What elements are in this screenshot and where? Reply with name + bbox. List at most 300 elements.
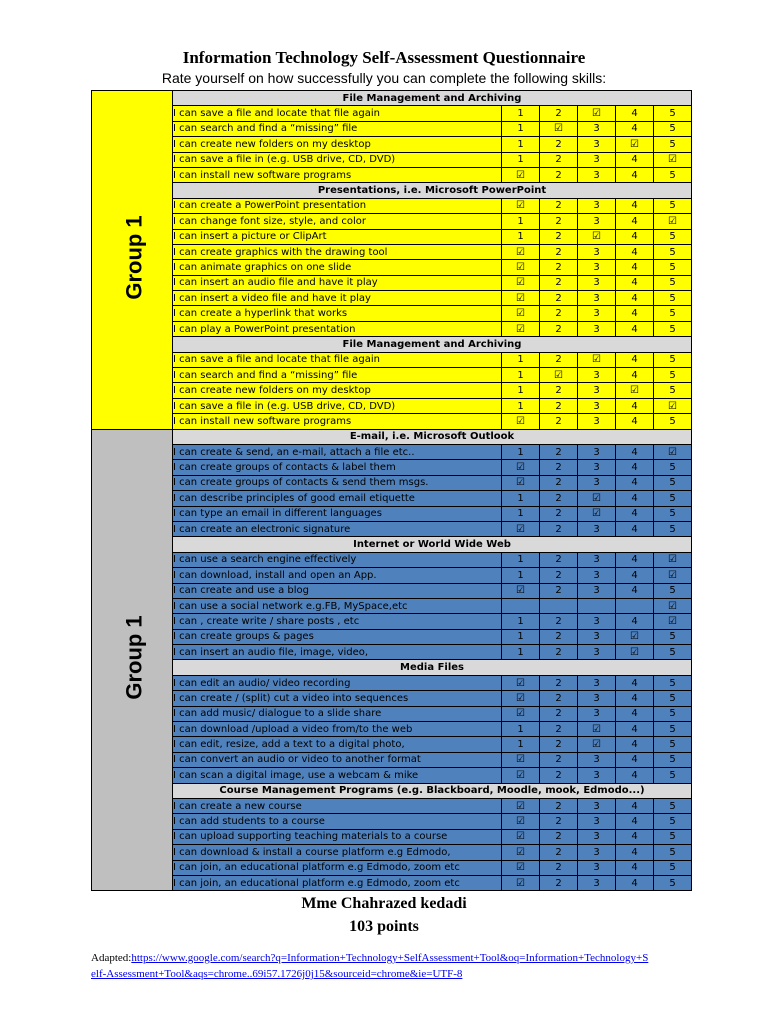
section-header: Media Files bbox=[173, 660, 692, 675]
rating-cell[interactable]: 2 bbox=[540, 506, 578, 521]
rating-cell[interactable]: 1 bbox=[502, 737, 540, 752]
rating-cell[interactable]: 2 bbox=[540, 244, 578, 259]
skill-text: I can search and find a “missing” file bbox=[173, 368, 502, 383]
skill-text: I can insert an audio file, image, video, bbox=[173, 645, 502, 660]
rating-checked-icon[interactable]: ☑ bbox=[502, 691, 540, 706]
rating-cell[interactable]: 1 bbox=[502, 214, 540, 229]
skill-row bbox=[92, 152, 692, 167]
rating-cell[interactable]: 3 bbox=[578, 398, 616, 413]
rating-cell[interactable]: 1 bbox=[502, 506, 540, 521]
skill-row bbox=[92, 414, 692, 429]
rating-checked-icon[interactable]: ☑ bbox=[502, 829, 540, 844]
rating-cell[interactable]: 2 bbox=[540, 752, 578, 767]
rating-cell[interactable]: 4 bbox=[616, 414, 654, 429]
rating-cell[interactable] bbox=[540, 598, 578, 613]
rating-cell[interactable]: 2 bbox=[540, 398, 578, 413]
rating-cell[interactable]: 5 bbox=[654, 706, 692, 721]
rating-cell[interactable]: 3 bbox=[578, 152, 616, 167]
rating-cell[interactable]: 5 bbox=[654, 875, 692, 890]
rating-cell[interactable]: 2 bbox=[540, 691, 578, 706]
skill-text: I can upload supporting teaching materials to a course bbox=[173, 829, 502, 844]
rating-checked-icon[interactable]: ☑ bbox=[502, 845, 540, 860]
rating-checked-icon[interactable]: ☑ bbox=[578, 106, 616, 121]
rating-cell[interactable]: 2 bbox=[540, 214, 578, 229]
rating-cell[interactable]: 2 bbox=[540, 629, 578, 644]
skill-row bbox=[92, 752, 692, 767]
rating-cell[interactable]: 2 bbox=[540, 352, 578, 367]
rating-cell[interactable]: 5 bbox=[654, 675, 692, 690]
rating-cell[interactable]: 4 bbox=[616, 583, 654, 598]
rating-cell[interactable]: 3 bbox=[578, 444, 616, 459]
rating-cell[interactable]: 5 bbox=[654, 167, 692, 182]
skill-row bbox=[92, 860, 692, 875]
skill-row bbox=[92, 875, 692, 890]
skill-row bbox=[92, 768, 692, 783]
rating-cell[interactable]: 4 bbox=[616, 614, 654, 629]
rating-cell[interactable]: 5 bbox=[654, 506, 692, 521]
rating-cell[interactable]: 2 bbox=[540, 229, 578, 244]
rating-cell[interactable]: 2 bbox=[540, 321, 578, 336]
adapted-source bbox=[91, 950, 651, 982]
rating-checked-icon[interactable]: ☑ bbox=[616, 137, 654, 152]
rating-cell[interactable]: 5 bbox=[654, 244, 692, 259]
rating-checked-icon[interactable]: ☑ bbox=[502, 321, 540, 336]
rating-cell[interactable]: 5 bbox=[654, 645, 692, 660]
skill-text: I can edit an audio/ video recording bbox=[173, 675, 502, 690]
rating-cell[interactable]: 1 bbox=[502, 491, 540, 506]
rating-checked-icon[interactable]: ☑ bbox=[540, 368, 578, 383]
rating-checked-icon[interactable]: ☑ bbox=[578, 229, 616, 244]
rating-cell[interactable]: 1 bbox=[502, 352, 540, 367]
skill-row bbox=[92, 737, 692, 752]
rating-cell[interactable]: 3 bbox=[578, 260, 616, 275]
skill-text: I can use a social network e.g.FB, MySpace,etc bbox=[173, 598, 502, 613]
skill-row bbox=[92, 598, 692, 613]
rating-cell[interactable]: 3 bbox=[578, 460, 616, 475]
rating-cell[interactable]: 3 bbox=[578, 845, 616, 860]
rating-cell[interactable]: 2 bbox=[540, 152, 578, 167]
rating-cell[interactable]: 5 bbox=[654, 460, 692, 475]
rating-checked-icon[interactable]: ☑ bbox=[502, 521, 540, 536]
rating-cell[interactable]: 5 bbox=[654, 860, 692, 875]
rating-cell[interactable]: 5 bbox=[654, 291, 692, 306]
skill-row bbox=[92, 491, 692, 506]
rating-cell[interactable]: 4 bbox=[616, 444, 654, 459]
rating-checked-icon[interactable]: ☑ bbox=[616, 629, 654, 644]
rating-cell[interactable]: 4 bbox=[616, 722, 654, 737]
skill-text: I can search and find a “missing” file bbox=[173, 121, 502, 136]
skill-text: I can edit, resize, add a text to a digital photo, bbox=[173, 737, 502, 752]
skill-row bbox=[92, 444, 692, 459]
rating-cell[interactable]: 4 bbox=[616, 675, 654, 690]
rating-cell[interactable]: 3 bbox=[578, 860, 616, 875]
skill-text: I can create / (split) cut a video into sequences bbox=[173, 691, 502, 706]
rating-checked-icon[interactable]: ☑ bbox=[578, 491, 616, 506]
rating-cell[interactable]: 4 bbox=[616, 152, 654, 167]
rating-cell[interactable]: 5 bbox=[654, 752, 692, 767]
skill-text: I can add music/ dialogue to a slide share bbox=[173, 706, 502, 721]
rating-checked-icon[interactable]: ☑ bbox=[502, 260, 540, 275]
skill-text: I can use a search engine effectively bbox=[173, 552, 502, 567]
rating-cell[interactable]: 4 bbox=[616, 460, 654, 475]
rating-cell[interactable]: 5 bbox=[654, 352, 692, 367]
rating-checked-icon[interactable]: ☑ bbox=[578, 737, 616, 752]
rating-cell[interactable]: 2 bbox=[540, 845, 578, 860]
rating-cell[interactable]: 1 bbox=[502, 229, 540, 244]
rating-cell[interactable]: 3 bbox=[578, 291, 616, 306]
rating-cell[interactable]: 2 bbox=[540, 291, 578, 306]
rating-cell[interactable]: 4 bbox=[616, 260, 654, 275]
skill-row bbox=[92, 398, 692, 413]
skill-row bbox=[92, 829, 692, 844]
rating-cell[interactable]: 4 bbox=[616, 398, 654, 413]
rating-cell[interactable]: 5 bbox=[654, 260, 692, 275]
rating-cell[interactable]: 1 bbox=[502, 383, 540, 398]
skill-text: I can create groups & pages bbox=[173, 629, 502, 644]
rating-cell[interactable]: 2 bbox=[540, 706, 578, 721]
rating-checked-icon[interactable]: ☑ bbox=[502, 475, 540, 490]
rating-checked-icon[interactable]: ☑ bbox=[502, 291, 540, 306]
rating-cell[interactable]: 4 bbox=[616, 552, 654, 567]
group-label-cell bbox=[92, 91, 173, 430]
rating-cell[interactable]: 3 bbox=[578, 368, 616, 383]
rating-cell[interactable]: 4 bbox=[616, 568, 654, 583]
rating-checked-icon[interactable]: ☑ bbox=[616, 383, 654, 398]
rating-checked-icon[interactable]: ☑ bbox=[502, 814, 540, 829]
rating-checked-icon[interactable]: ☑ bbox=[502, 675, 540, 690]
skill-text: I can create a new course bbox=[173, 798, 502, 813]
rating-cell[interactable]: 2 bbox=[540, 614, 578, 629]
rating-cell[interactable]: 4 bbox=[616, 229, 654, 244]
rating-checked-icon[interactable]: ☑ bbox=[540, 121, 578, 136]
rating-cell[interactable]: 5 bbox=[654, 137, 692, 152]
rating-cell[interactable]: 2 bbox=[540, 860, 578, 875]
skill-text: I can add students to a course bbox=[173, 814, 502, 829]
rating-cell[interactable]: 3 bbox=[578, 798, 616, 813]
rating-cell[interactable]: 3 bbox=[578, 829, 616, 844]
rating-cell[interactable]: 5 bbox=[654, 768, 692, 783]
rating-cell[interactable]: 2 bbox=[540, 167, 578, 182]
rating-cell[interactable]: 2 bbox=[540, 583, 578, 598]
rating-cell[interactable]: 2 bbox=[540, 722, 578, 737]
rating-cell[interactable]: 1 bbox=[502, 614, 540, 629]
rating-cell[interactable]: 4 bbox=[616, 368, 654, 383]
rating-checked-icon[interactable]: ☑ bbox=[502, 798, 540, 813]
section-header: Course Management Programs (e.g. Blackboard, Moodle, mook, Edmodo...) bbox=[173, 783, 692, 798]
rating-cell[interactable]: 4 bbox=[616, 214, 654, 229]
rating-cell[interactable]: 5 bbox=[654, 814, 692, 829]
rating-cell[interactable]: 3 bbox=[578, 214, 616, 229]
rating-cell[interactable]: 2 bbox=[540, 814, 578, 829]
rating-cell[interactable]: 1 bbox=[502, 444, 540, 459]
rating-cell[interactable]: 2 bbox=[540, 675, 578, 690]
rating-cell[interactable]: 3 bbox=[578, 167, 616, 182]
rating-cell[interactable]: 3 bbox=[578, 583, 616, 598]
rating-cell[interactable]: 1 bbox=[502, 368, 540, 383]
skill-text: I can describe principles of good email etiquette bbox=[173, 491, 502, 506]
rating-cell[interactable]: 2 bbox=[540, 414, 578, 429]
rating-cell[interactable]: 3 bbox=[578, 752, 616, 767]
rating-cell[interactable]: 5 bbox=[654, 229, 692, 244]
rating-cell[interactable]: 4 bbox=[616, 521, 654, 536]
rating-cell[interactable]: 2 bbox=[540, 106, 578, 121]
rating-cell[interactable]: 2 bbox=[540, 875, 578, 890]
rating-cell[interactable]: 1 bbox=[502, 106, 540, 121]
rating-checked-icon[interactable]: ☑ bbox=[654, 214, 692, 229]
rating-cell[interactable]: 5 bbox=[654, 722, 692, 737]
rating-checked-icon[interactable]: ☑ bbox=[502, 198, 540, 213]
rating-cell[interactable]: 5 bbox=[654, 829, 692, 844]
skill-row bbox=[92, 198, 692, 213]
rating-cell[interactable]: 3 bbox=[578, 568, 616, 583]
rating-cell[interactable]: 2 bbox=[540, 768, 578, 783]
skill-text: I can save a file in (e.g. USB drive, CD, DVD) bbox=[173, 398, 502, 413]
skill-text: I can install new software programs bbox=[173, 167, 502, 182]
rating-cell[interactable]: 5 bbox=[654, 629, 692, 644]
rating-cell[interactable]: 2 bbox=[540, 137, 578, 152]
skill-row bbox=[92, 506, 692, 521]
rating-cell[interactable]: 2 bbox=[540, 798, 578, 813]
section-header-row bbox=[92, 660, 692, 675]
rating-cell[interactable]: 1 bbox=[502, 629, 540, 644]
rating-cell[interactable]: 3 bbox=[578, 198, 616, 213]
rating-checked-icon[interactable]: ☑ bbox=[654, 552, 692, 567]
skill-text: I can create groups of contacts & send them msgs. bbox=[173, 475, 502, 490]
skill-text: I can insert a video file and have it play bbox=[173, 291, 502, 306]
rating-cell[interactable]: 4 bbox=[616, 475, 654, 490]
rating-cell[interactable]: 5 bbox=[654, 383, 692, 398]
rating-cell[interactable]: 3 bbox=[578, 475, 616, 490]
skill-text: I can save a file and locate that file again bbox=[173, 106, 502, 121]
rating-cell[interactable]: 5 bbox=[654, 691, 692, 706]
rating-cell[interactable]: 5 bbox=[654, 491, 692, 506]
rating-cell[interactable]: 4 bbox=[616, 752, 654, 767]
rating-cell[interactable]: 3 bbox=[578, 691, 616, 706]
rating-cell[interactable]: 5 bbox=[654, 737, 692, 752]
document-subtitle: Rate yourself on how successfully you can complete the following skills: bbox=[161, 70, 607, 86]
rating-cell[interactable]: 3 bbox=[578, 768, 616, 783]
section-header-row bbox=[92, 91, 692, 106]
skill-row bbox=[92, 645, 692, 660]
section-header-row bbox=[92, 183, 692, 198]
rating-cell[interactable]: 2 bbox=[540, 275, 578, 290]
rating-checked-icon[interactable]: ☑ bbox=[654, 398, 692, 413]
skill-text: I can install new software programs bbox=[173, 414, 502, 429]
rating-cell[interactable]: 4 bbox=[616, 798, 654, 813]
skill-row bbox=[92, 845, 692, 860]
rating-cell[interactable]: 5 bbox=[654, 275, 692, 290]
skill-row bbox=[92, 521, 692, 536]
rating-cell[interactable]: 1 bbox=[502, 398, 540, 413]
rating-cell[interactable]: 4 bbox=[616, 737, 654, 752]
rating-checked-icon[interactable]: ☑ bbox=[654, 444, 692, 459]
rating-checked-icon[interactable]: ☑ bbox=[502, 460, 540, 475]
rating-checked-icon[interactable]: ☑ bbox=[502, 167, 540, 182]
rating-cell[interactable]: 5 bbox=[654, 121, 692, 136]
rating-cell[interactable]: 4 bbox=[616, 691, 654, 706]
rating-checked-icon[interactable]: ☑ bbox=[578, 722, 616, 737]
rating-cell[interactable]: 4 bbox=[616, 321, 654, 336]
rating-cell[interactable]: 5 bbox=[654, 845, 692, 860]
skill-text: I can download & install a course platform e.g Edmodo, bbox=[173, 845, 502, 860]
rating-cell[interactable]: 4 bbox=[616, 860, 654, 875]
rating-cell[interactable]: 4 bbox=[616, 275, 654, 290]
rating-cell[interactable]: 3 bbox=[578, 645, 616, 660]
rating-cell[interactable]: 3 bbox=[578, 706, 616, 721]
rating-cell[interactable]: 4 bbox=[616, 121, 654, 136]
rating-cell[interactable]: 2 bbox=[540, 198, 578, 213]
rating-cell[interactable]: 3 bbox=[578, 814, 616, 829]
skill-text: I can join, an educational platform e.g Edmodo, zoom etc bbox=[173, 875, 502, 890]
rating-cell[interactable]: 4 bbox=[616, 814, 654, 829]
rating-checked-icon[interactable]: ☑ bbox=[502, 244, 540, 259]
rating-checked-icon[interactable]: ☑ bbox=[654, 152, 692, 167]
rating-cell[interactable]: 1 bbox=[502, 121, 540, 136]
rating-checked-icon[interactable]: ☑ bbox=[502, 306, 540, 321]
skill-text: I can create a PowerPoint presentation bbox=[173, 198, 502, 213]
author-name: Mme Chahrazed kedadi bbox=[301, 895, 467, 912]
skill-row bbox=[92, 368, 692, 383]
rating-cell[interactable]: 4 bbox=[616, 306, 654, 321]
rating-cell[interactable]: 1 bbox=[502, 645, 540, 660]
skill-row bbox=[92, 306, 692, 321]
section-header: Internet or World Wide Web bbox=[173, 537, 692, 552]
skill-row bbox=[92, 291, 692, 306]
rating-cell[interactable]: 5 bbox=[654, 198, 692, 213]
rating-cell[interactable]: 1 bbox=[502, 152, 540, 167]
rating-checked-icon[interactable]: ☑ bbox=[654, 614, 692, 629]
rating-cell[interactable]: 2 bbox=[540, 444, 578, 459]
rating-cell[interactable]: 5 bbox=[654, 368, 692, 383]
rating-cell[interactable]: 2 bbox=[540, 306, 578, 321]
rating-cell[interactable]: 2 bbox=[540, 460, 578, 475]
skill-text: I can create & send, an e-mail, attach a file etc.. bbox=[173, 444, 502, 459]
rating-checked-icon[interactable]: ☑ bbox=[654, 568, 692, 583]
rating-cell[interactable]: 3 bbox=[578, 414, 616, 429]
rating-cell[interactable]: 3 bbox=[578, 614, 616, 629]
rating-cell[interactable]: 2 bbox=[540, 491, 578, 506]
rating-cell[interactable] bbox=[578, 598, 616, 613]
rating-cell[interactable]: 4 bbox=[616, 291, 654, 306]
skill-text: I can scan a digital image, use a webcam & mike bbox=[173, 768, 502, 783]
rating-cell[interactable]: 3 bbox=[578, 383, 616, 398]
rating-cell[interactable]: 1 bbox=[502, 552, 540, 567]
rating-checked-icon[interactable]: ☑ bbox=[578, 506, 616, 521]
rating-cell[interactable]: 3 bbox=[578, 321, 616, 336]
rating-cell[interactable]: 5 bbox=[654, 521, 692, 536]
skill-row bbox=[92, 568, 692, 583]
rating-cell[interactable] bbox=[616, 598, 654, 613]
rating-cell[interactable]: 4 bbox=[616, 244, 654, 259]
skill-row bbox=[92, 629, 692, 644]
rating-cell[interactable]: 3 bbox=[578, 244, 616, 259]
rating-cell[interactable]: 3 bbox=[578, 552, 616, 567]
rating-cell[interactable]: 4 bbox=[616, 106, 654, 121]
group-label-cell bbox=[92, 429, 173, 891]
rating-cell[interactable]: 1 bbox=[502, 137, 540, 152]
skill-row bbox=[92, 137, 692, 152]
adapted-label: Adapted: bbox=[91, 952, 132, 964]
rating-checked-icon[interactable]: ☑ bbox=[502, 768, 540, 783]
rating-cell[interactable]: 5 bbox=[654, 414, 692, 429]
rating-cell[interactable]: 4 bbox=[616, 167, 654, 182]
rating-checked-icon[interactable]: ☑ bbox=[654, 598, 692, 613]
section-header-row bbox=[92, 337, 692, 352]
skill-text: I can play a PowerPoint presentation bbox=[173, 321, 502, 336]
skill-row bbox=[92, 214, 692, 229]
rating-cell[interactable]: 3 bbox=[578, 521, 616, 536]
rating-cell[interactable]: 3 bbox=[578, 137, 616, 152]
rating-cell[interactable]: 4 bbox=[616, 768, 654, 783]
rating-cell[interactable]: 5 bbox=[654, 798, 692, 813]
rating-checked-icon[interactable]: ☑ bbox=[578, 352, 616, 367]
rating-cell[interactable]: 2 bbox=[540, 829, 578, 844]
rating-cell[interactable]: 4 bbox=[616, 491, 654, 506]
rating-cell[interactable]: 4 bbox=[616, 198, 654, 213]
rating-cell[interactable]: 5 bbox=[654, 583, 692, 598]
rating-cell[interactable]: 2 bbox=[540, 645, 578, 660]
adapted-link[interactable]: https://www.google.com/search?q=Information+Technology+SelfAssessment+Tool&oq=Information+Technology+Self-Assessment+Tool&aqs=chrome..69i57.1726j0j15&sourceid=chrome&ie=UTF-8 bbox=[91, 952, 649, 980]
rating-cell[interactable]: 2 bbox=[540, 568, 578, 583]
rating-cell[interactable]: 1 bbox=[502, 722, 540, 737]
rating-cell[interactable]: 2 bbox=[540, 737, 578, 752]
skill-row bbox=[92, 722, 692, 737]
rating-cell[interactable]: 3 bbox=[578, 629, 616, 644]
rating-cell[interactable]: 3 bbox=[578, 275, 616, 290]
rating-cell[interactable]: 4 bbox=[616, 829, 654, 844]
rating-cell[interactable]: 2 bbox=[540, 383, 578, 398]
rating-checked-icon[interactable]: ☑ bbox=[616, 645, 654, 660]
skill-row bbox=[92, 552, 692, 567]
rating-cell[interactable]: 5 bbox=[654, 106, 692, 121]
rating-cell[interactable]: 4 bbox=[616, 845, 654, 860]
rating-cell[interactable]: 5 bbox=[654, 306, 692, 321]
rating-cell[interactable]: 5 bbox=[654, 475, 692, 490]
rating-checked-icon[interactable]: ☑ bbox=[502, 414, 540, 429]
skill-row bbox=[92, 814, 692, 829]
rating-checked-icon[interactable]: ☑ bbox=[502, 752, 540, 767]
rating-cell[interactable] bbox=[502, 598, 540, 613]
rating-cell[interactable]: 3 bbox=[578, 675, 616, 690]
rating-cell[interactable]: 4 bbox=[616, 506, 654, 521]
rating-cell[interactable]: 3 bbox=[578, 875, 616, 890]
rating-checked-icon[interactable]: ☑ bbox=[502, 860, 540, 875]
rating-cell[interactable]: 3 bbox=[578, 306, 616, 321]
section-header: E-mail, i.e. Microsoft Outlook bbox=[173, 429, 692, 444]
rating-cell[interactable]: 3 bbox=[578, 121, 616, 136]
rating-checked-icon[interactable]: ☑ bbox=[502, 275, 540, 290]
rating-checked-icon[interactable]: ☑ bbox=[502, 583, 540, 598]
skill-text: I can download /upload a video from/to the web bbox=[173, 722, 502, 737]
rating-cell[interactable]: 1 bbox=[502, 568, 540, 583]
rating-checked-icon[interactable]: ☑ bbox=[502, 875, 540, 890]
rating-cell[interactable]: 2 bbox=[540, 552, 578, 567]
rating-cell[interactable]: 2 bbox=[540, 475, 578, 490]
rating-cell[interactable]: 5 bbox=[654, 321, 692, 336]
skill-text: I can animate graphics on one slide bbox=[173, 260, 502, 275]
group-label: Group 1 bbox=[121, 215, 147, 300]
rating-cell[interactable]: 4 bbox=[616, 706, 654, 721]
skill-row bbox=[92, 691, 692, 706]
rating-cell[interactable]: 2 bbox=[540, 260, 578, 275]
section-header: File Management and Archiving bbox=[173, 337, 692, 352]
skill-row bbox=[92, 675, 692, 690]
rating-checked-icon[interactable]: ☑ bbox=[502, 706, 540, 721]
skill-text: I can create a hyperlink that works bbox=[173, 306, 502, 321]
rating-cell[interactable]: 4 bbox=[616, 352, 654, 367]
rating-cell[interactable]: 4 bbox=[616, 875, 654, 890]
rating-cell[interactable]: 2 bbox=[540, 521, 578, 536]
